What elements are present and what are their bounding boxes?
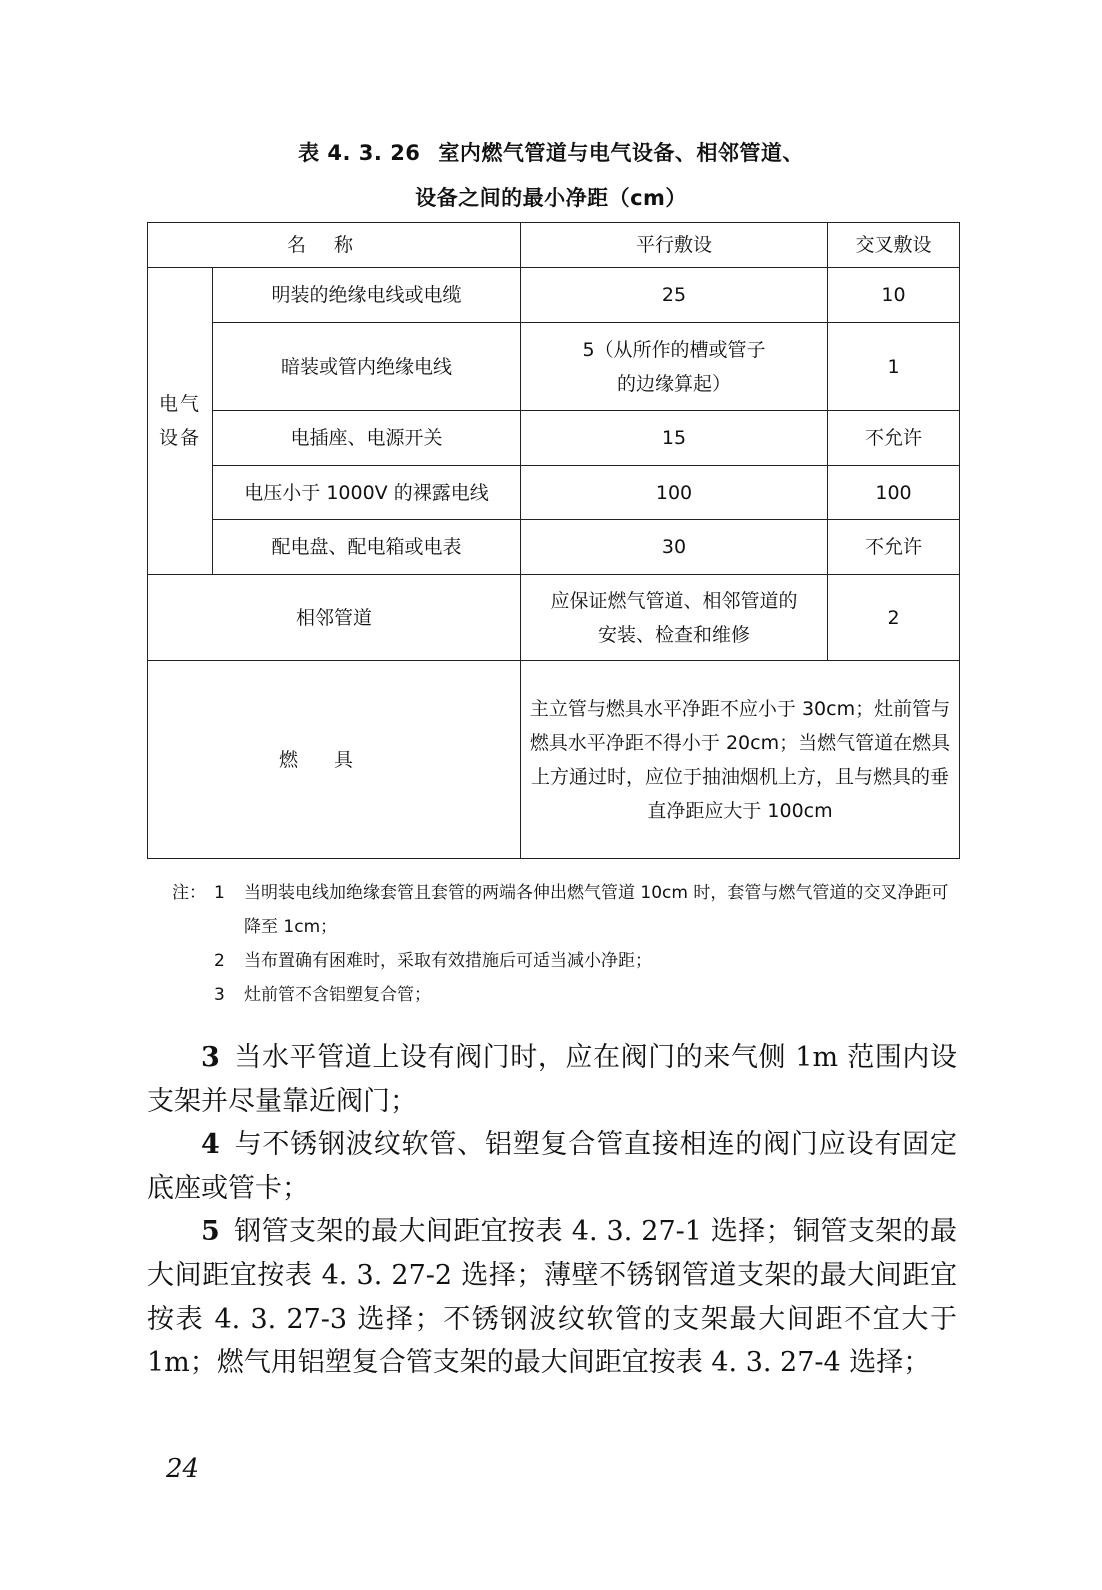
row-name: 明装的绝缘电线或电缆 [213,268,521,323]
table-header-row [148,223,960,268]
note-index: 1 [214,883,225,903]
table-title-line2: 设备之间的最小净距（cm） [415,186,687,210]
header-cross: 交叉敷设 [828,223,960,268]
row-cross: 不允许 [828,411,960,466]
table-number: 表 4. 3. 26 [298,141,421,165]
clause-text: 钢管支架的最大间距宜按表 4. 3. 27-1 选择；铜管支架的最大间距宜按表 4. 3. 27-2 选择；薄壁不锈钢管道支架的最大间距宜按表 4. 3. 27-3 选择；不锈钢波纹软管的支架最大间距不宜大于 1m；燃气用铝塑复合管支架的最大间距宜按表 4. 3. 27-4 选择； [147,1216,957,1379]
row-name: 燃具 [148,661,521,859]
table-row [148,323,960,411]
header-name: 名称 [148,223,521,268]
clause-number: 4 [201,1129,220,1161]
row-name: 电插座、电源开关 [213,411,521,466]
header-parallel: 平行敷设 [521,223,828,268]
table-row [148,411,960,466]
table-row [148,520,960,575]
clause-list [147,1036,957,1385]
clause-text: 与不锈钢波纹软管、铝塑复合管直接相连的阀门应设有固定底座或管卡； [147,1129,957,1204]
note-item [172,944,962,978]
row-parallel: 5（从所作的槽或管子 的边缘算起） [521,323,828,411]
clause-text: 当水平管道上设有阀门时，应在阀门的来气侧 1m 范围内设支架并尽量靠近阀门； [147,1042,957,1117]
note-text: 灶前管不含铝塑复合管； [244,985,431,1005]
table-caption [0,137,1102,167]
adjacent-pipe-row [148,575,960,661]
burner-row [148,661,960,859]
table-notes [172,876,962,1012]
row-parallel: 100 [521,466,828,520]
row-name: 相邻管道 [148,575,521,661]
row-cross: 100 [828,466,960,520]
note-text: 当明装电线加绝缘套管且套管的两端各伸出燃气管道 10cm 时，套管与燃气管道的交叉净距可降至 1cm； [244,883,949,937]
row-name: 电压小于 1000V 的裸露电线 [213,466,521,520]
row-parallel: 15 [521,411,828,466]
note-item [172,876,962,944]
clause-paragraph [147,1210,957,1384]
row-cross: 2 [828,575,960,661]
note-item [172,978,962,1012]
table-title-line1: 室内燃气管道与电气设备、相邻管道、 [438,141,804,165]
row-cross: 10 [828,268,960,323]
note-lead: 注： [172,883,206,903]
row-cross: 1 [828,323,960,411]
clause-paragraph [147,1036,957,1123]
note-index: 3 [214,985,225,1005]
table-row [148,466,960,520]
burner-requirements: 主立管与燃具水平净距不应小于 30cm；灶前管与燃具水平净距不得小于 20cm；当燃气管道在燃具上方通过时，应位于抽油烟机上方，且与燃具的垂直净距应大于 100cm [521,661,960,859]
clause-paragraph [147,1123,957,1210]
row-cross: 不允许 [828,520,960,575]
page-number: 24 [166,1454,200,1484]
note-text: 当布置确有困难时，采取有效措施后可适当减小净距； [244,951,652,971]
table-row [148,268,960,323]
note-index: 2 [214,951,225,971]
row-name: 暗装或管内绝缘电线 [213,323,521,411]
electrical-group-label: 电气 设备 [148,268,213,575]
row-parallel: 应保证燃气管道、相邻管道的 安装、检查和维修 [521,575,828,661]
row-parallel: 30 [521,520,828,575]
clause-number: 3 [201,1042,220,1073]
clause-number: 5 [201,1216,220,1248]
row-parallel: 25 [521,268,828,323]
row-name: 配电盘、配电箱或电表 [213,520,521,575]
clearance-table [147,222,960,859]
